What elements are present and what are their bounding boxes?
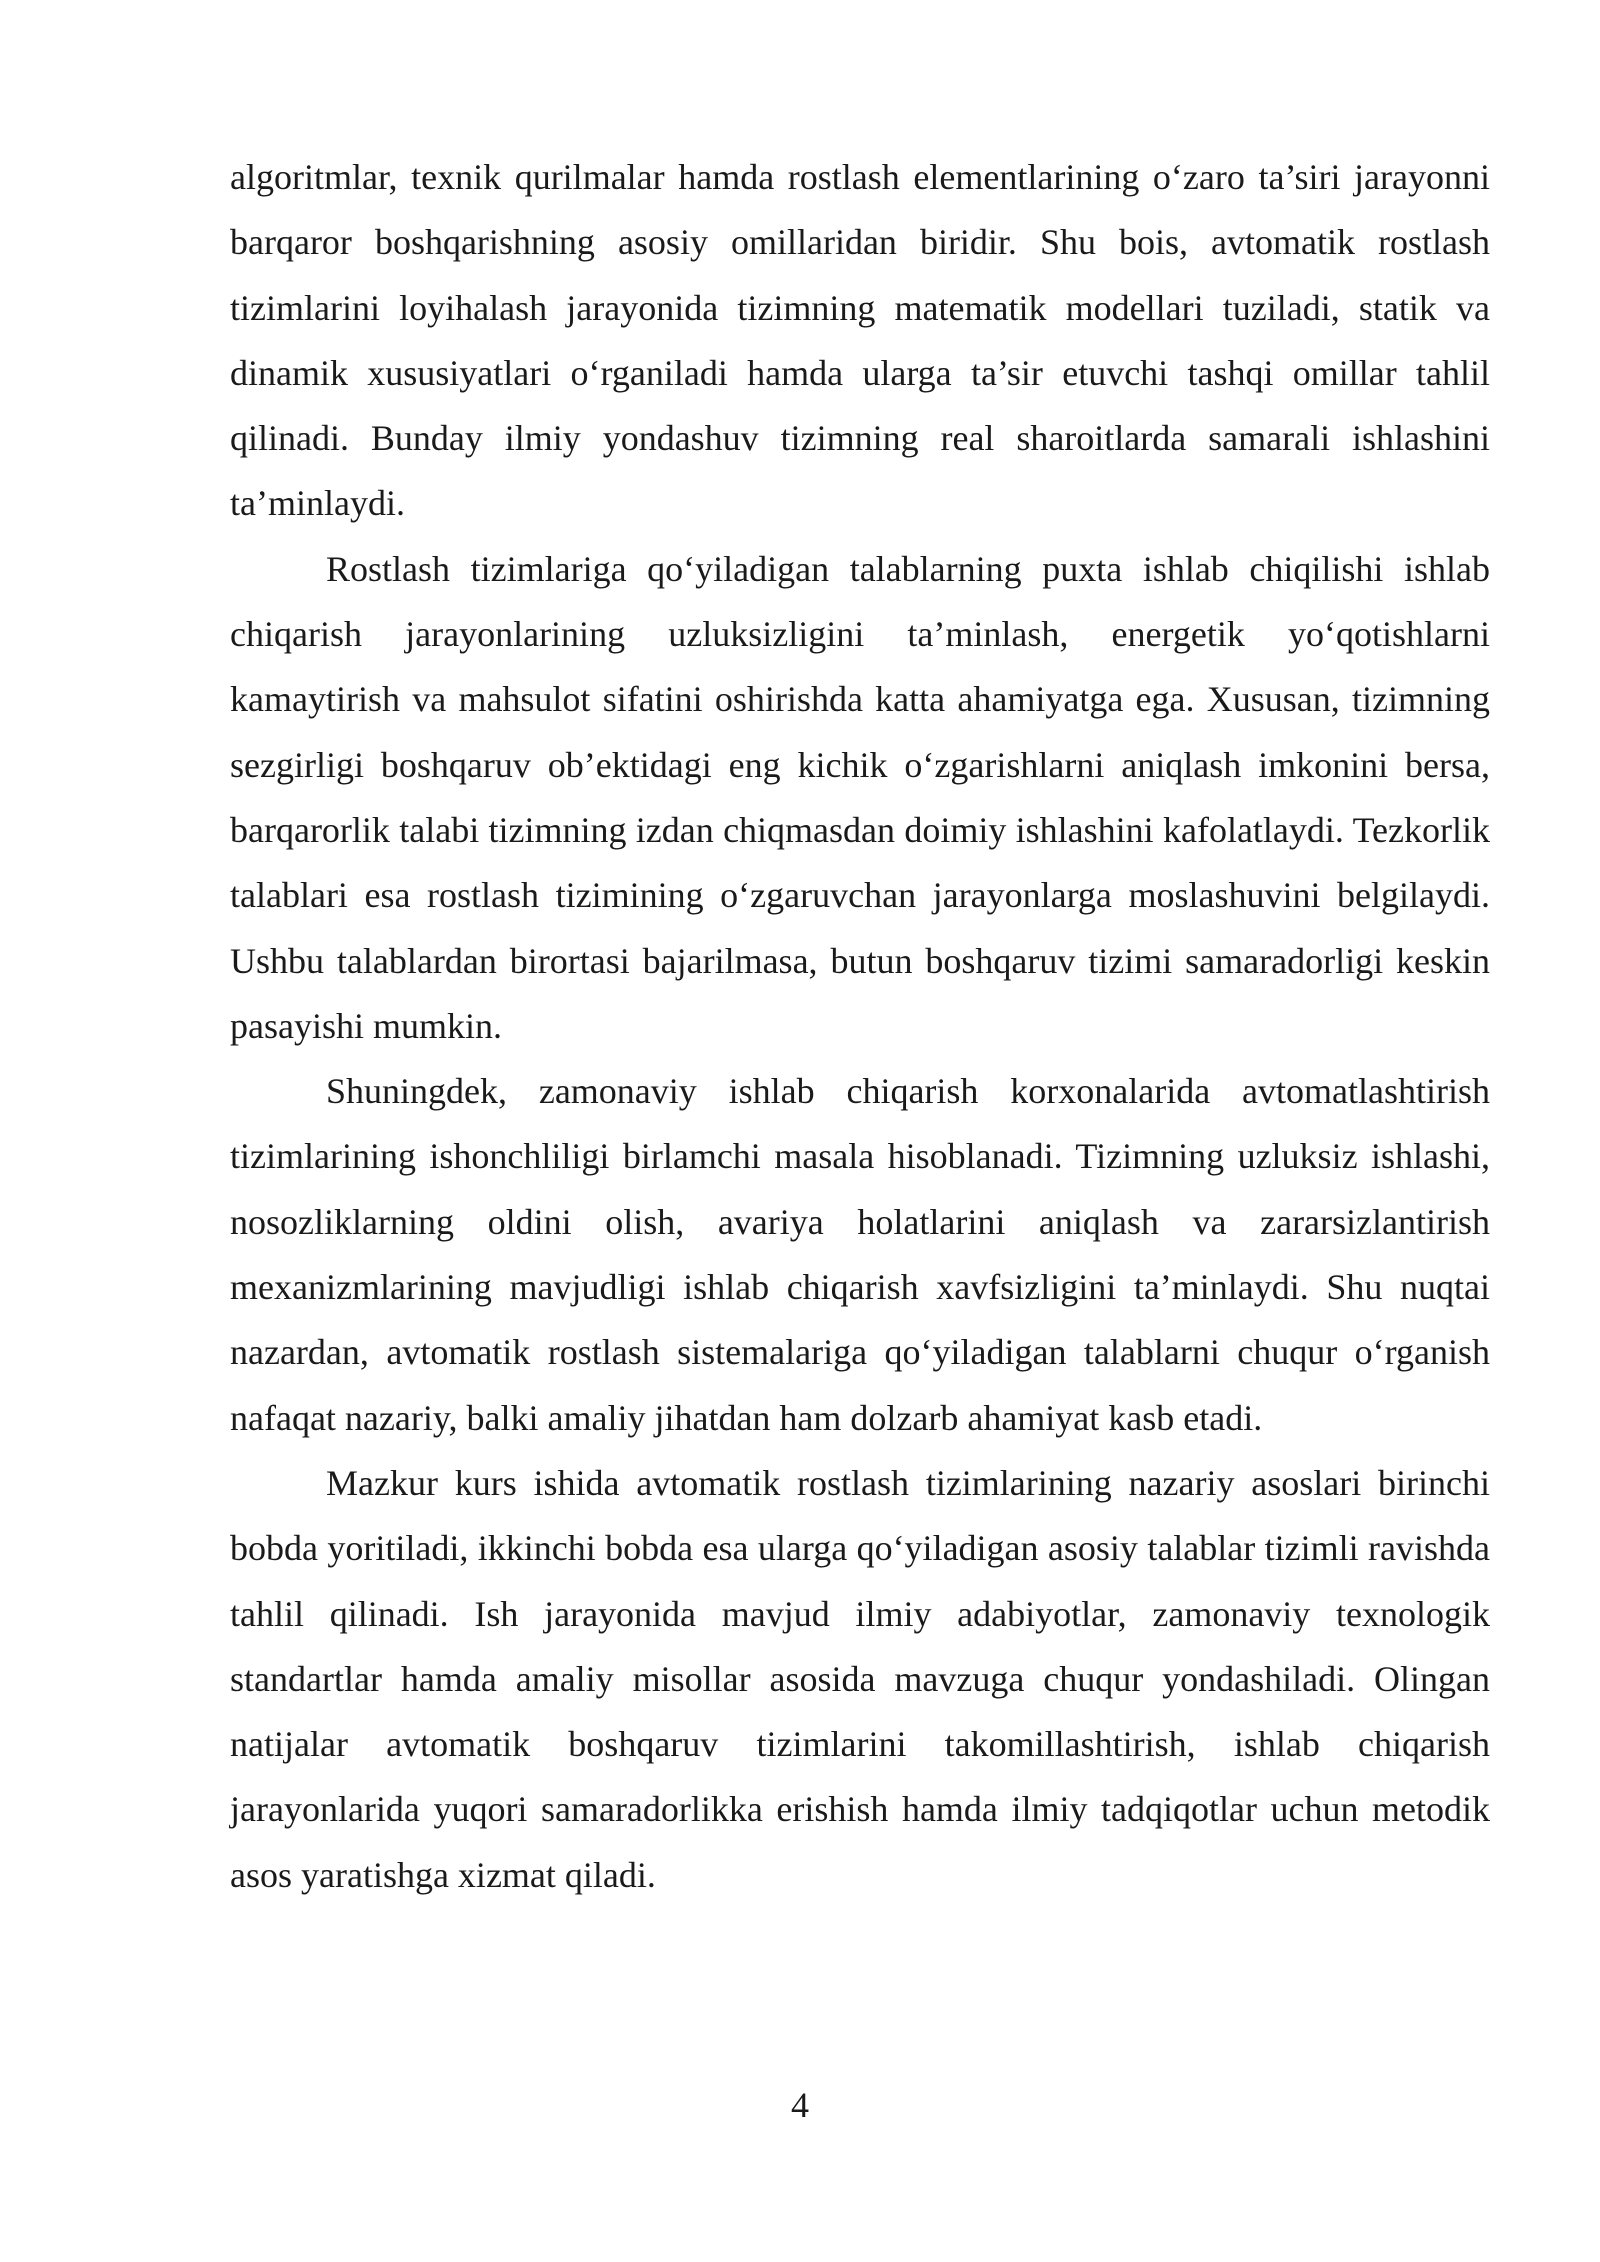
paragraph-course-structure: Mazkur kurs ishida avtomatik rostlash tizimlarining nazariy asoslari birinchi bobda yoritiladi, ikkinchi bobda esa ularga qo‘yiladigan asosiy talablar tizimli ravishda tahlil qilinadi. Ish jarayonida mavjud ilmiy adabiyotlar, zamonaviy texnologik standartlar hamda amaliy misollar asosida mavzuga chuqur yondashiladi. Olingan natijalar avtomatik boshqaruv tizimlarini takomillashtirish, ishlab chiqarish jarayonlarida yuqori samaradorlikka erishish hamda ilmiy tadqiqotlar uchun metodik asos yaratishga xizmat qiladi. <box>230 1462 1490 1895</box>
paragraph-reliability: Shuningdek, zamonaviy ishlab chiqarish korxonalarida avtomatlashtirish tizimlarining ishonchliligi birlamchi masala hisoblanadi. Tizimning uzluksiz ishlashi, nosozliklarning oldini olish, avariya holatlarini aniqlash va zararsizlantirish mexanizmlarining mavjudligi ishlab chiqarish xavfsizligini ta’minlaydi. Shu nuqtai nazardan, avtomatik rostlash sistemalariga qo‘yiladigan talablarni chuqur o‘rganish nafaqat nazariy, balki amaliy jihatdan ham dolzarb ahamiyat kasb etadi. <box>230 1071 1490 1438</box>
body-text <box>230 145 1490 1908</box>
paragraph-continuation: algoritmlar, texnik qurilmalar hamda rostlash elementlarining o‘zaro ta’siri jarayonni barqaror boshqarishning asosiy omillaridan biridir. Shu bois, avtomatik rostlash tizimlarini loyihalash jarayonida tizimning matematik modellari tuziladi, statik va dinamik xususiyatlari o‘rganiladi hamda ularga ta’sir etuvchi tashqi omillar tahlil qilinadi. Bunday ilmiy yondashuv tizimning real sharoitlarda samarali ishlashini ta’minlaydi. <box>230 157 1490 524</box>
page-number: 4 <box>791 2085 809 2125</box>
paragraph-requirements: Rostlash tizimlariga qo‘yiladigan talablarning puxta ishlab chiqilishi ishlab chiqarish jarayonlarining uzluksizligini ta’minlash, energetik yo‘qotishlarni kamaytirish va mahsulot sifatini oshirishda katta ahamiyatga ega. Xususan, tizimning sezgirligi boshqaruv ob’ektidagi eng kichik o‘zgarishlarni aniqlash imkonini bersa, barqarorlik talabi tizimning izdan chiqmasdan doimiy ishlashini kafolatlaydi. Tezkorlik talablari esa rostlash tizimining o‘zgaruvchan jarayonlarga moslashuvini belgilaydi. Ushbu talablardan birortasi bajarilmasa, butun boshqaruv tizimi samaradorligi keskin pasayishi mumkin. <box>230 548 1490 1046</box>
